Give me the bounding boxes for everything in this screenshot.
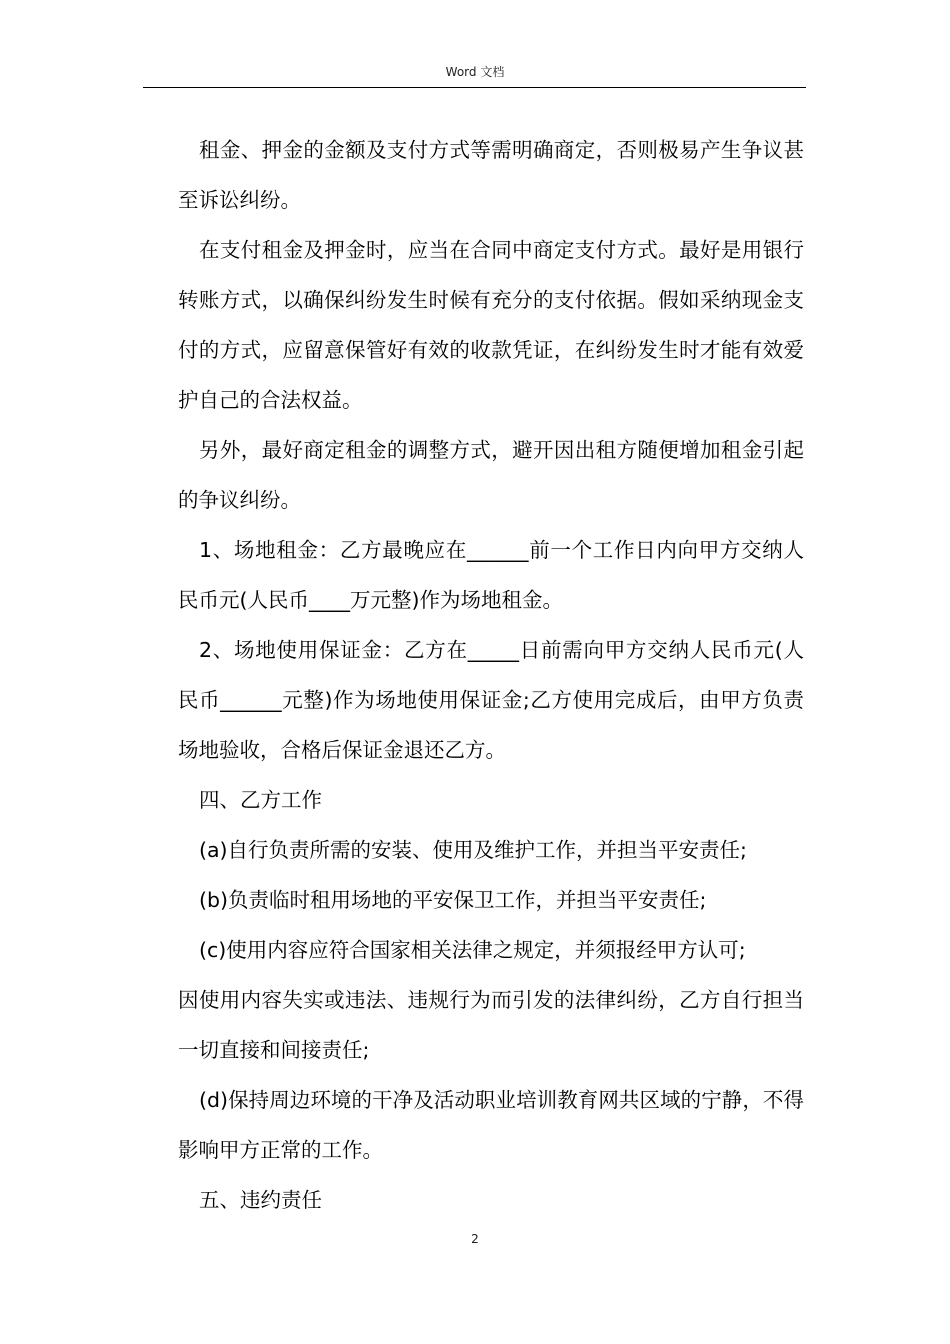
paragraph-liability: 因使用内容失实或违法、违规行为而引发的法律纠纷，乙方自行担当一切直接和间接责任; xyxy=(178,988,804,1062)
list-item-a: (a)自行负责所需的安装、使用及维护工作，并担当平安责任; xyxy=(199,838,747,862)
page-number: 2 xyxy=(471,1232,479,1246)
list-item-b: (b)负责临时租用场地的平安保卫工作，并担当平安责任; xyxy=(199,888,707,912)
header-divider xyxy=(143,87,806,88)
paragraph-rent-adjustment: 另外，最好商定租金的调整方式，避开因出租方随便增加租金引起的争议纠纷。 xyxy=(178,438,804,512)
paragraph-venue-deposit: 2、场地使用保证金：乙方在_____日前需向甲方交纳人民币元(人民币______元整)作为场地使用保证金;乙方使用完成后，由甲方负责场地验收，合格后保证金退还乙方。 xyxy=(178,638,804,762)
list-item-d: (d)保持周边环境的干净及活动职业培训教育网共区域的宁静，不得影响甲方正常的工作。 xyxy=(178,1088,804,1162)
paragraph-payment-method: 在支付租金及押金时，应当在合同中商定支付方式。最好是用银行转账方式，以确保纠纷发生时候有充分的支付依据。假如采纳现金支付的方式，应留意保管好有效的收款凭证，在纠纷发生时才能有效爱护自己的合法权益。 xyxy=(178,238,804,412)
page-header: Word 文档 xyxy=(445,65,505,79)
paragraph-deposit-terms: 租金、押金的金额及支付方式等需明确商定，否则极易产生争议甚至诉讼纠纷。 xyxy=(178,138,804,212)
section-heading-party-b-work: 四、乙方工作 xyxy=(199,788,322,812)
list-item-c: (c)使用内容应符合国家相关法律之规定，并须报经甲方认可; xyxy=(199,938,746,962)
document-body xyxy=(178,125,804,1225)
section-heading-breach: 五、违约责任 xyxy=(199,1188,322,1212)
paragraph-venue-rent: 1、场地租金：乙方最晚应在______前一个工作日内向甲方交纳人民币元(人民币____万元整)作为场地租金。 xyxy=(178,538,804,612)
